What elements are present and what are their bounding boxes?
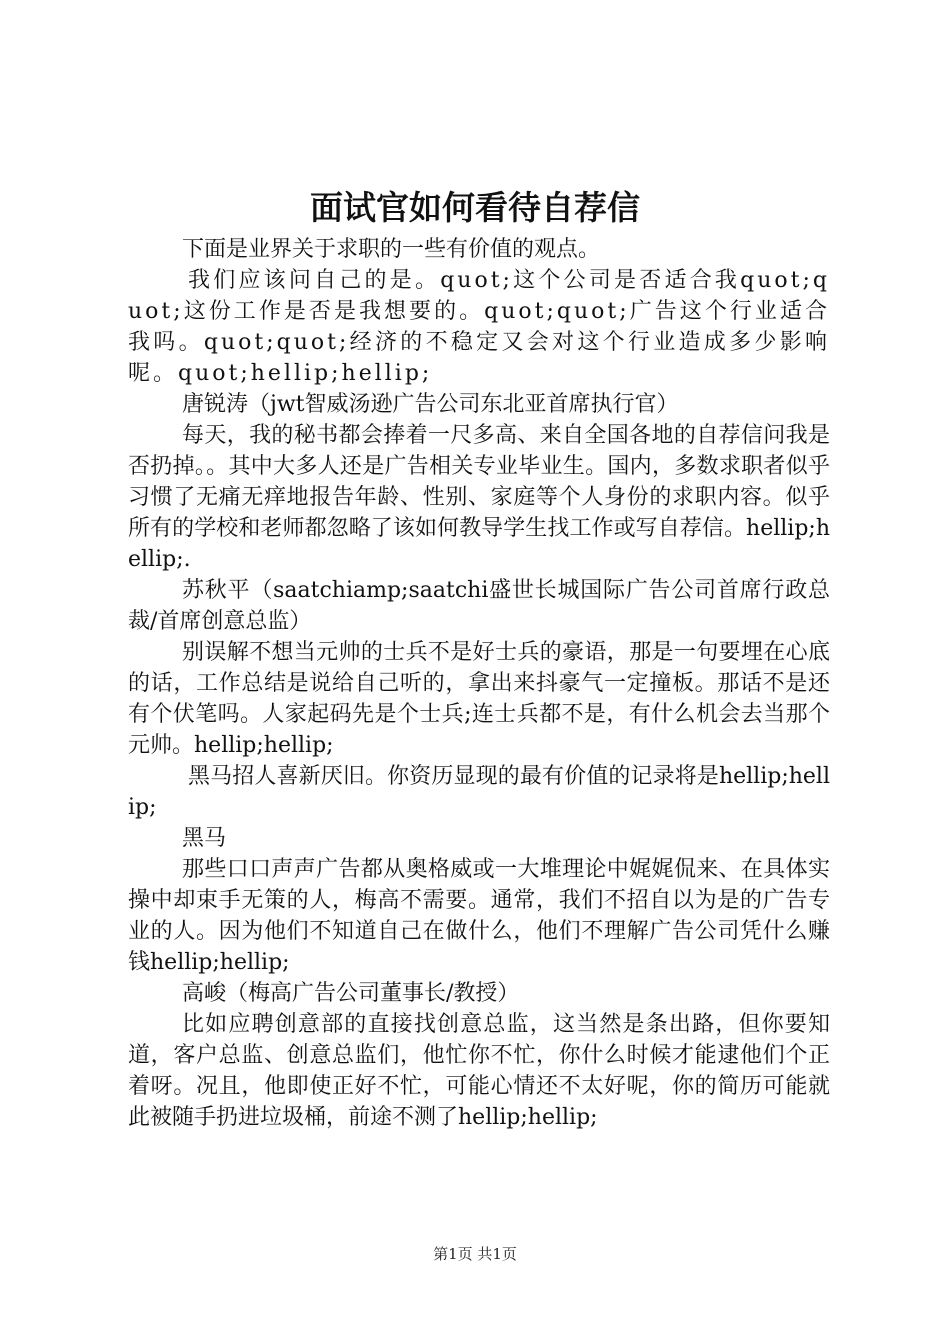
paragraph-attribution-3: 黑马 bbox=[182, 826, 227, 851]
paragraph-quote-1: 我们应该问自己的是。quot;这个公司是否适合我quot;quot;这份工作是否是我想要的。quot;quot;广告这个行业适合我吗。quot;quot;经济的不稳定又会对这个行业造成多少影响呢。quot;hellip;hellip; bbox=[128, 268, 830, 386]
document-title: 面试官如何看待自荐信 bbox=[310, 188, 640, 227]
paragraph-intro: 下面是业界关于求职的一些有价值的观点。 bbox=[182, 237, 601, 262]
paragraph-quote-5: 那些口口声声广告都从奥格威或一大堆理论中娓娓侃来、在具体实操中却束手无策的人，梅高不需要。通常，我们不招自以为是的广告专业的人。因为他们不知道自己在做什么，他们不理解广告公司凭什么赚钱hellip;hellip; bbox=[128, 857, 830, 975]
paragraph-attribution-1: 唐锐涛（jwt智威汤逊广告公司东北亚首席执行官） bbox=[182, 392, 679, 417]
document-body bbox=[128, 234, 830, 1133]
paragraph-quote-4: 黑马招人喜新厌旧。你资历显现的最有价值的记录将是hellip;hellip; bbox=[128, 764, 830, 820]
paragraph-attribution-4: 高峻（梅高广告公司董事长/教授） bbox=[182, 981, 520, 1006]
paragraph-quote-2: 每天，我的秘书都会捧着一尺多高、来自全国各地的自荐信问我是否扔掉。。其中大多人还是广告相关专业毕业生。国内，多数求职者似乎习惯了无痛无痒地报告年龄、性别、家庭等个人身份的求职内容。似乎所有的学校和老师都忽略了该如何教导学生找工作或写自荐信。hellip;hellip;. bbox=[128, 423, 830, 572]
paragraph-attribution-2: 苏秋平（saatchiamp;saatchi盛世长城国际广告公司首席行政总裁/首席创意总监） bbox=[128, 578, 830, 634]
page-footer: 第1页 共1页 bbox=[433, 1245, 517, 1263]
paragraph-quote-6: 比如应聘创意部的直接找创意总监，这当然是条出路，但你要知道，客户总监、创意总监们，他忙你不忙，你什么时候才能逮他们个正着呀。况且，他即使正好不忙，可能心情还不太好呢，你的简历可能就此被随手扔进垃圾桶，前途不测了hellip;hellip; bbox=[128, 1012, 830, 1130]
paragraph-quote-3: 别误解不想当元帅的士兵不是好士兵的豪语，那是一句要埋在心底的话，工作总结是说给自己听的，拿出来抖豪气一定撞板。那话不是还有个伏笔吗。人家起码先是个士兵;连士兵都不是，有什么机会去当那个元帅。hellip;hellip; bbox=[128, 640, 830, 758]
